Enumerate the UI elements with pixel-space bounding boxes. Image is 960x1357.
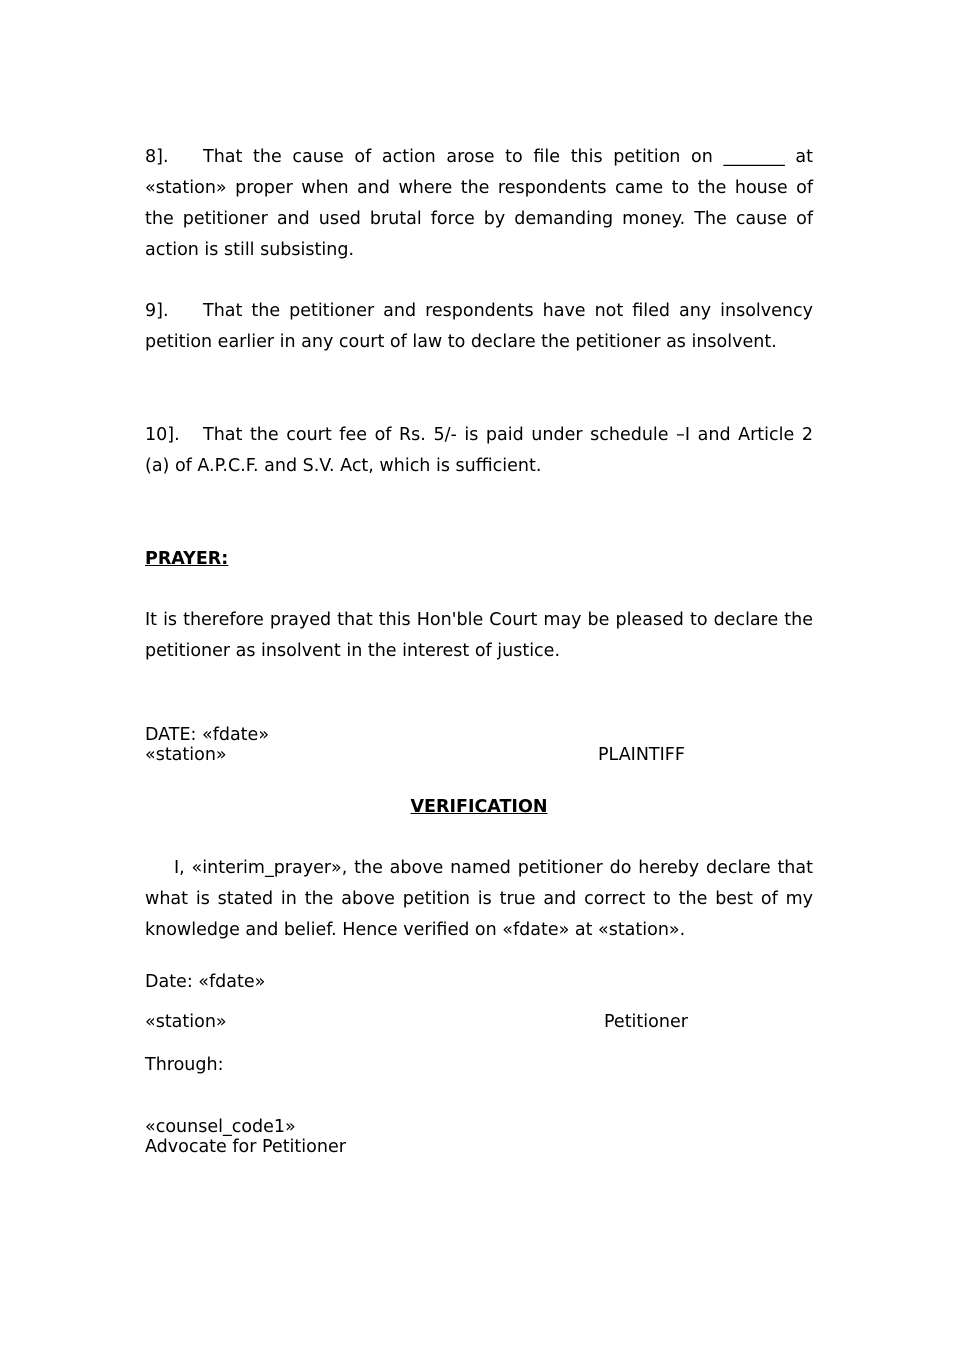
- counsel-title: Advocate for Petitioner: [145, 1137, 346, 1157]
- plaint-station: «station»: [145, 745, 227, 765]
- plaint-signature-row: [145, 745, 813, 765]
- through-label: Through:: [145, 1055, 224, 1075]
- verification-paragraph: [145, 853, 813, 946]
- verification-date: Date: «fdate»: [145, 972, 266, 992]
- verification-signature-row: [145, 1012, 813, 1032]
- plaint-date: DATE: «fdate»: [145, 725, 270, 745]
- verification-station: «station»: [145, 1012, 227, 1032]
- paragraph-text: That the cause of action arose to file this petition on _______ at «station» proper when and where the respondents came to the house of the petitioner and used brutal force by demanding money. The cause of action is still subsisting.: [145, 147, 813, 260]
- paragraph-number: 10].: [145, 425, 180, 445]
- paragraph-text: That the court fee of Rs. 5/- is paid under schedule –I and Article 2 (a) of A.P.C.F. and S.V. Act, which is sufficient.: [145, 425, 813, 476]
- verification-heading: VERIFICATION: [410, 797, 548, 817]
- petitioner-label: Petitioner: [604, 1012, 688, 1032]
- paragraph-9: [145, 296, 813, 358]
- paragraph-10: [145, 420, 813, 482]
- prayer-text: It is therefore prayed that this Hon'ble Court may be pleased to declare the petitioner as insolvent in the interest of justice.: [145, 610, 813, 661]
- plaintiff-label: PLAINTIFF: [598, 745, 685, 765]
- paragraph-8: [145, 142, 813, 266]
- prayer-heading: PRAYER:: [145, 549, 229, 569]
- paragraph-number: 8].: [145, 147, 169, 167]
- verification-text: I, «interim_prayer», the above named petitioner do hereby declare that what is stated in the above petition is true and correct to the best of my knowledge and belief. Hence verified on «fdate» at «station».: [145, 858, 813, 940]
- paragraph-number: 9].: [145, 301, 169, 321]
- prayer-paragraph: [145, 605, 813, 667]
- counsel-code: «counsel_code1»: [145, 1117, 296, 1137]
- paragraph-text: That the petitioner and respondents have not filed any insolvency petition earlier in any court of law to declare the petitioner as insolvent.: [145, 301, 813, 352]
